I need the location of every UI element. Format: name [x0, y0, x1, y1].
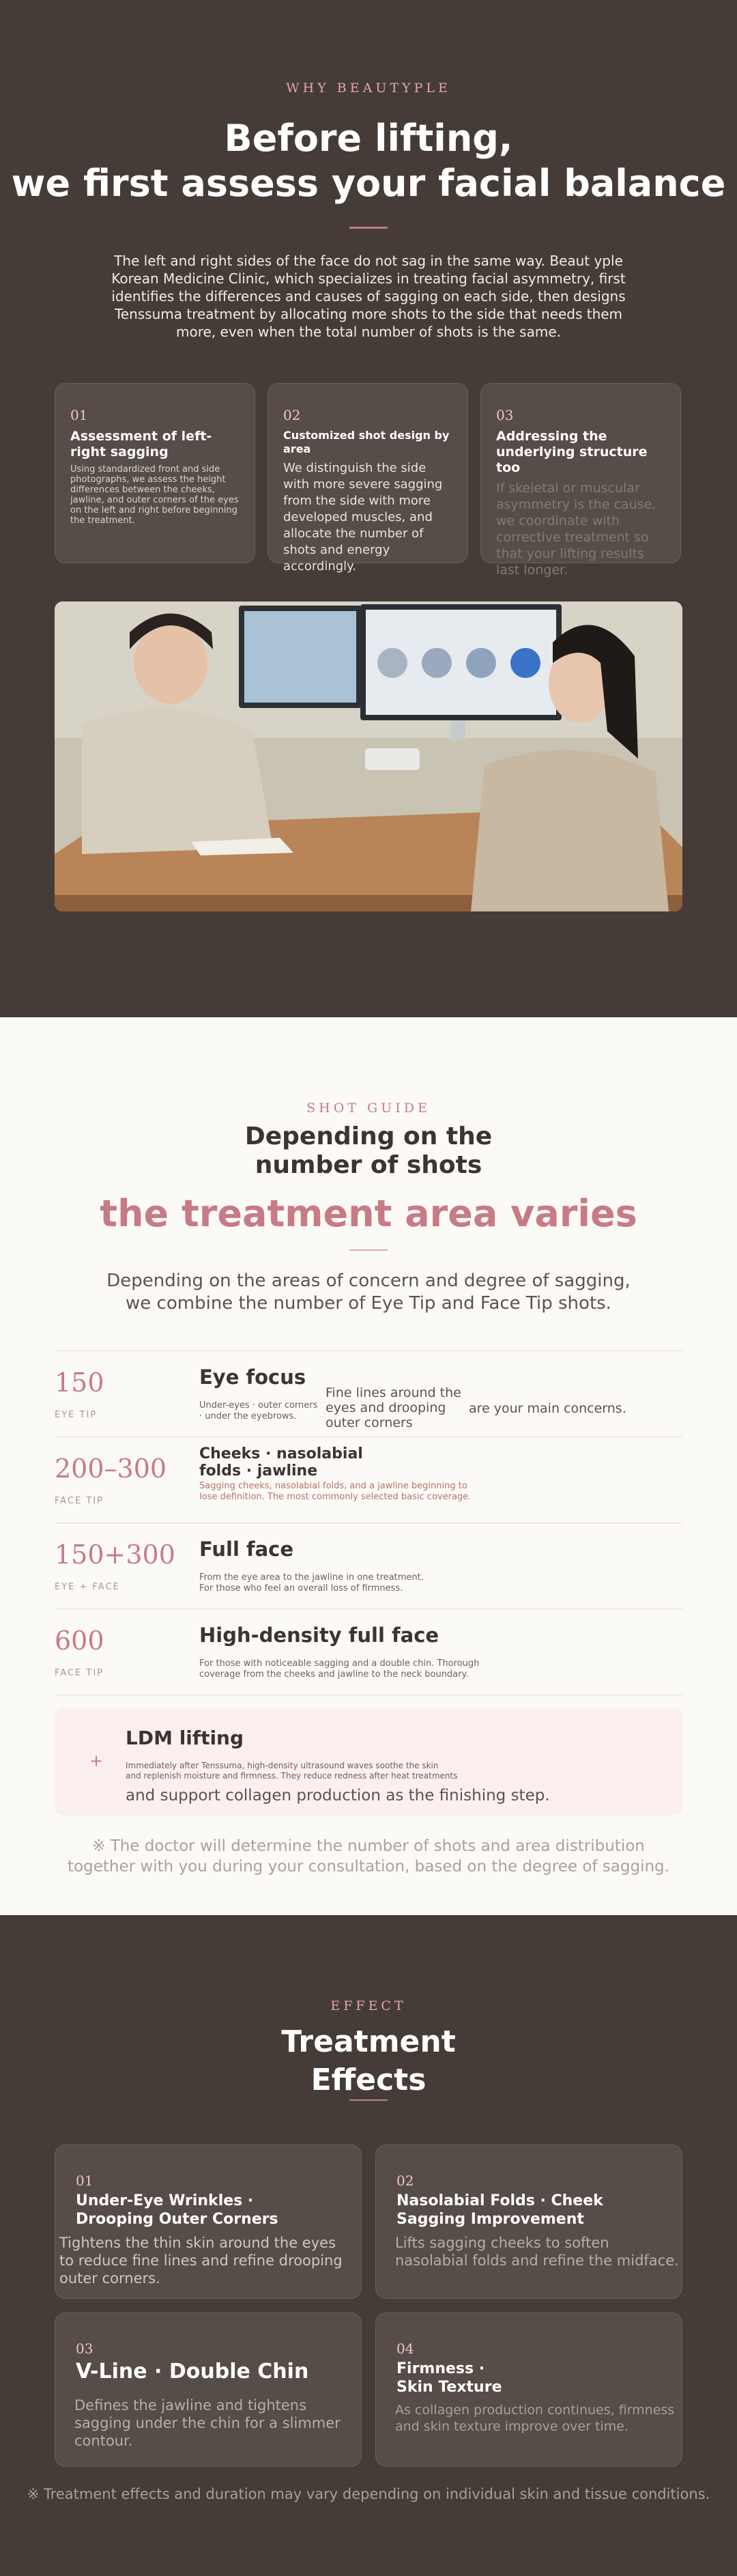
card-desc: Lifts sagging cheeks to soften nasolabial folds and refine the midface.: [395, 2235, 679, 2269]
shot-row: [55, 1609, 682, 1695]
card-title: Customized shot design by area: [283, 429, 450, 455]
card-number: 04: [396, 2340, 414, 2357]
shot-table: [55, 1350, 682, 1695]
shot-guide-title-line1: Depending on the: [244, 1122, 493, 1150]
shot-row: [55, 1437, 682, 1523]
effect-divider: [349, 2099, 388, 2101]
card-title: Addressing the underlying structure too: [496, 429, 648, 475]
shot-desc-line1: Under-eyes · outer corners: [199, 1400, 318, 1411]
card-number: 02: [396, 2172, 414, 2189]
shot-title: Eye focus: [199, 1365, 306, 1389]
shot-title: [199, 1445, 363, 1480]
shot-count: 200–300: [55, 1454, 167, 1484]
shot-guide-note-line1: ※ The doctor will determine the number of shots and area distribution: [92, 1837, 645, 1855]
ldm-desc-line1: Immediately after Tenssuma, high-density ultrasound waves soothe the skin: [126, 1761, 439, 1770]
shot-desc-tail: are your main concerns.: [469, 1401, 626, 1416]
shot-desc-line2: coverage from the cheeks and jawline to the neck boundary.: [199, 1669, 469, 1680]
card-number: 01: [76, 2172, 93, 2189]
why-card: [480, 383, 681, 578]
shot-area: EYE + FACE: [55, 1582, 120, 1592]
effect-eyebrow: EFFECT: [330, 1998, 407, 2013]
shot-guide-eyebrow: SHOT GUIDE: [306, 1101, 431, 1116]
shot-desc-line1: Sagging cheeks, nasolabial folds, and a jawline beginning to: [199, 1481, 467, 1491]
shot-desc: [199, 1400, 317, 1422]
effect-note: ※ Treatment effects and duration may vary depending on individual skin and tissue conditions.: [27, 2486, 710, 2502]
shot-guide-sub-line2: we combine the number of Eye Tip and Face Tip shots.: [126, 1293, 611, 1314]
card-number: 03: [496, 407, 514, 423]
effect-card: [375, 2145, 682, 2299]
why-title-line1: Before lifting,: [224, 117, 513, 160]
shot-desc-extra: Fine lines around the eyes and drooping outer corners: [326, 1385, 461, 1430]
card-title: Assessment of left-right sagging: [70, 429, 212, 459]
ldm-title: LDM lifting: [126, 1727, 244, 1749]
card-title-line2: Sagging Improvement: [396, 2211, 584, 2228]
shot-title-line1: Cheeks · nasolabial: [199, 1445, 363, 1462]
shot-guide-section: [0, 1017, 737, 1915]
why-title-line2: we first assess your facial balance: [11, 162, 726, 205]
why-divider: [349, 227, 388, 229]
effect-title-line2: Effects: [310, 2063, 427, 2097]
shot-area: FACE TIP: [55, 1668, 104, 1678]
shot-area: FACE TIP: [55, 1496, 104, 1506]
shot-guide-title: [0, 1122, 737, 1180]
card-number: 01: [70, 407, 88, 423]
consultation-photo: [55, 601, 682, 911]
consultation-illustration: [55, 601, 682, 911]
shot-guide-subtitle: [0, 1270, 737, 1315]
shot-desc-line1: For those with noticeable sagging and a double chin. Thorough: [199, 1658, 480, 1669]
shot-title-line2: folds · jawline: [199, 1462, 318, 1480]
ldm-box: [55, 1708, 682, 1815]
shot-guide-sub-line1: Depending on the areas of concern and degree of sagging,: [106, 1271, 631, 1291]
shot-guide-title-line2: number of shots: [255, 1151, 482, 1179]
card-number: 02: [283, 407, 301, 423]
card-title: [76, 2192, 278, 2228]
shot-title: Full face: [199, 1538, 294, 1561]
card-desc: We distinguish the side with more severe sagging from the side with more developed muscles, and allocate the number of shots and energy accordingly.: [283, 461, 443, 574]
shot-guide-note: [0, 1836, 737, 1877]
shot-desc-line1: From the eye area to the jawline in one treatment.: [199, 1572, 424, 1583]
shot-count: 150: [55, 1368, 104, 1398]
shot-area: EYE TIP: [55, 1410, 98, 1420]
shot-title: High-density full face: [199, 1624, 439, 1647]
shot-guide-divider: [349, 1249, 388, 1251]
why-eyebrow: WHY BEAUTYPLE: [286, 81, 451, 96]
shot-desc-line2: For those who feel an overall loss of firmness.: [199, 1583, 403, 1594]
effect-title: [0, 2023, 737, 2099]
shot-desc-line2: lose definition. The most commonly selected basic coverage.: [199, 1492, 472, 1502]
shot-desc: [199, 1658, 479, 1680]
card-desc: Tightens the thin skin around the eyes to reduce fine lines and refine drooping outer corners.: [59, 2235, 343, 2287]
effect-title-line1: Treatment: [281, 2024, 456, 2059]
effect-section: [0, 1915, 737, 2576]
why-intro: The left and right sides of the face do not sag in the same way. Beaut yple Korean Medicine Clinic, which specializes in treating facial asymmetry, first identifies the differences and causes of sagging on each side, then designs Tenssuma treatment by allocating more shots to the side that needs them more, even when the total number of shots is the same.: [111, 253, 626, 340]
shot-row: [55, 1351, 682, 1437]
card-title: [396, 2360, 502, 2396]
ldm-desc-line2: and replenish moisture and firmness. They reduce redness after heat treatments: [126, 1771, 458, 1781]
card-desc: If skeletal or muscular asymmetry is the cause, we coordinate with corrective treatment so that your lifting results last longer.: [496, 481, 656, 578]
card-title-line2: Drooping Outer Corners: [76, 2211, 278, 2228]
card-title-line1: Under-Eye Wrinkles ·: [76, 2192, 254, 2209]
shot-row: [55, 1523, 682, 1609]
effect-card: [55, 2312, 362, 2467]
card-title: [76, 2360, 308, 2384]
ldm-desc-line3: and support collagen production as the finishing step.: [126, 1787, 550, 1804]
why-cards: [55, 383, 682, 578]
shot-desc: [199, 1572, 424, 1594]
why-card: [55, 383, 255, 563]
shot-count: 600: [55, 1626, 104, 1656]
shot-desc: [199, 1481, 471, 1503]
effect-card: [375, 2312, 682, 2467]
plus-icon: +: [89, 1751, 104, 1770]
card-title: [396, 2192, 603, 2228]
shot-desc-line2: · under the eyebrows.: [199, 1411, 297, 1421]
card-desc: As collagen production continues, firmness and skin texture improve over time.: [395, 2403, 675, 2434]
card-title-line2: Skin Texture: [396, 2379, 502, 2396]
card-title-line1: Firmness ·: [396, 2360, 485, 2377]
shot-guide-highlight: the treatment area varies: [100, 1192, 637, 1235]
why-card: [268, 383, 468, 574]
shot-count: 150+300: [55, 1540, 175, 1570]
card-number: 03: [76, 2340, 93, 2357]
card-desc: Using standardized front and side photographs, we assess the height differences between the cheeks, jawline, and outer corners of the eyes on the left and right before beginning the treatment.: [70, 464, 239, 526]
effect-cards: [55, 2145, 682, 2467]
why-section: [0, 0, 737, 1017]
ldm-desc: [126, 1761, 480, 1781]
card-desc: Defines the jawline and tightens sagging under the chin for a slimmer contour.: [74, 2397, 341, 2449]
effect-card: [55, 2145, 362, 2299]
why-title: [0, 116, 737, 206]
card-title-line1: V-Line · Double Chin: [76, 2360, 309, 2383]
shot-guide-note-line2: together with you during your consultation, based on the degree of sagging.: [68, 1858, 669, 1876]
card-title-line1: Nasolabial Folds · Cheek: [396, 2192, 603, 2209]
